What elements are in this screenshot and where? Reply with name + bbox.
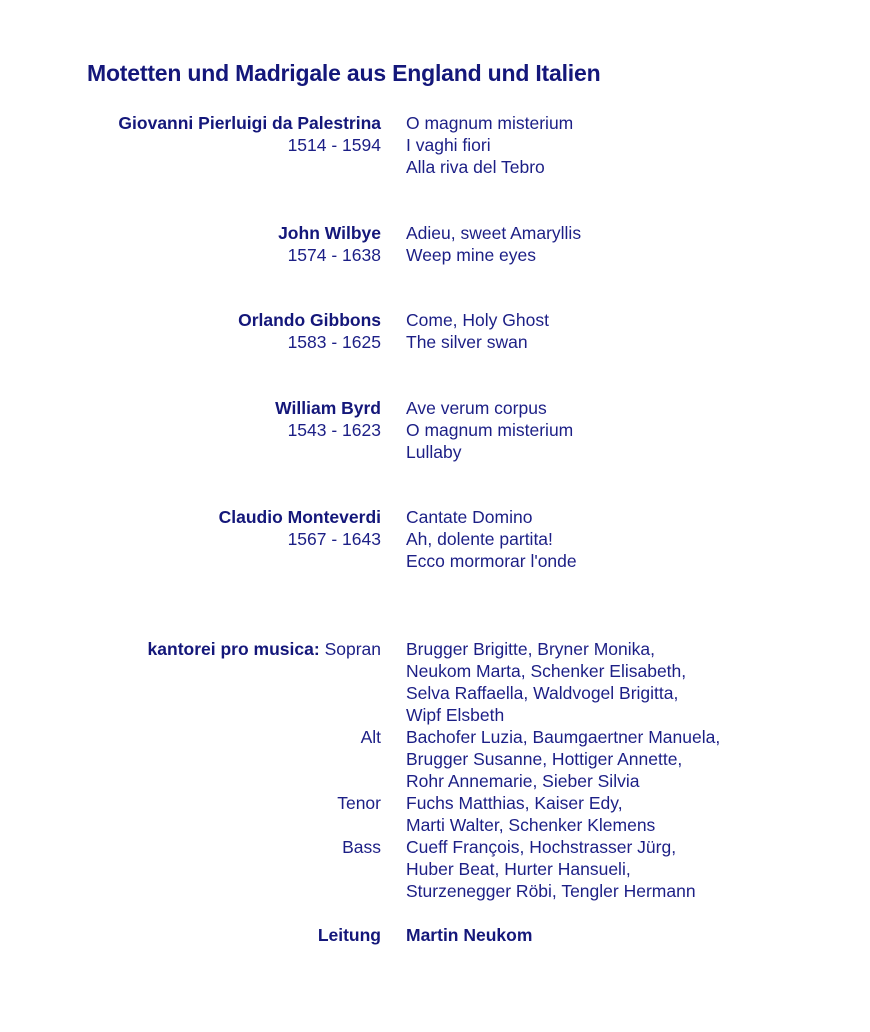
composer-block [0,506,870,572]
work-title: Lullaby [406,442,462,462]
work-title: The silver swan [406,332,528,352]
composer-years: 1514 - 1594 [287,135,381,155]
conductor-name: Martin Neukom [406,925,533,945]
leitung-row [0,924,870,946]
work-title: O magnum misterium [406,113,574,133]
composer-years: 1543 - 1623 [287,420,381,440]
composer-name: John Wilbye [278,223,381,243]
member-line: Neukom Marta, Schenker Elisabeth, [406,661,687,681]
member-line: Bachofer Luzia, Baumgaertner Manuela, [406,727,721,747]
member-line: Huber Beat, Hurter Hansueli, [406,859,631,879]
member-line: Cueff François, Hochstrasser Jürg, [406,837,677,857]
voice-tenor: Tenor [337,793,381,813]
work-title: Ah, dolente partita! [406,529,553,549]
member-line: Wipf Elsbeth [406,705,505,725]
choir-name: kantorei pro musica: [147,639,320,659]
composer-name: Orlando Gibbons [238,310,381,330]
composer-block [0,309,870,353]
work-title: Cantate Domino [406,507,533,527]
work-title: Ecco mormorar l'onde [406,551,577,571]
composer-name: William Byrd [275,398,381,418]
member-line: Sturzenegger Röbi, Tengler Hermann [406,881,696,901]
composer-years: 1583 - 1625 [287,332,381,352]
voice-bass: Bass [342,837,381,857]
choir-roster [0,638,870,902]
member-line: Brugger Brigitte, Bryner Monika, [406,639,655,659]
page-title: Motetten und Madrigale aus England und Italien [87,60,601,86]
member-line: Selva Raffaella, Waldvogel Brigitta, [406,683,679,703]
work-title: Come, Holy Ghost [406,310,549,330]
composer-years: 1574 - 1638 [287,245,381,265]
work-title: O magnum misterium [406,420,574,440]
composer-name: Claudio Monteverdi [218,507,381,527]
member-line: Brugger Susanne, Hottiger Annette, [406,749,683,769]
member-line: Marti Walter, Schenker Klemens [406,815,656,835]
composer-block [0,222,870,266]
composer-name: Giovanni Pierluigi da Palestrina [118,113,381,133]
work-title: Ave verum corpus [406,398,547,418]
composer-years: 1567 - 1643 [287,529,381,549]
work-title: Adieu, sweet Amaryllis [406,223,582,243]
work-title: I vaghi fiori [406,135,491,155]
leitung-label: Leitung [317,925,381,945]
member-line: Fuchs Matthias, Kaiser Edy, [406,793,623,813]
voice-sopran: Sopran [324,639,381,659]
composer-block [0,397,870,463]
composer-block [0,112,870,178]
work-title: Weep mine eyes [406,245,537,265]
voice-label [148,638,381,660]
voice-alt: Alt [360,727,381,747]
work-title: Alla riva del Tebro [406,157,545,177]
member-line: Rohr Annemarie, Sieber Silvia [406,771,640,791]
